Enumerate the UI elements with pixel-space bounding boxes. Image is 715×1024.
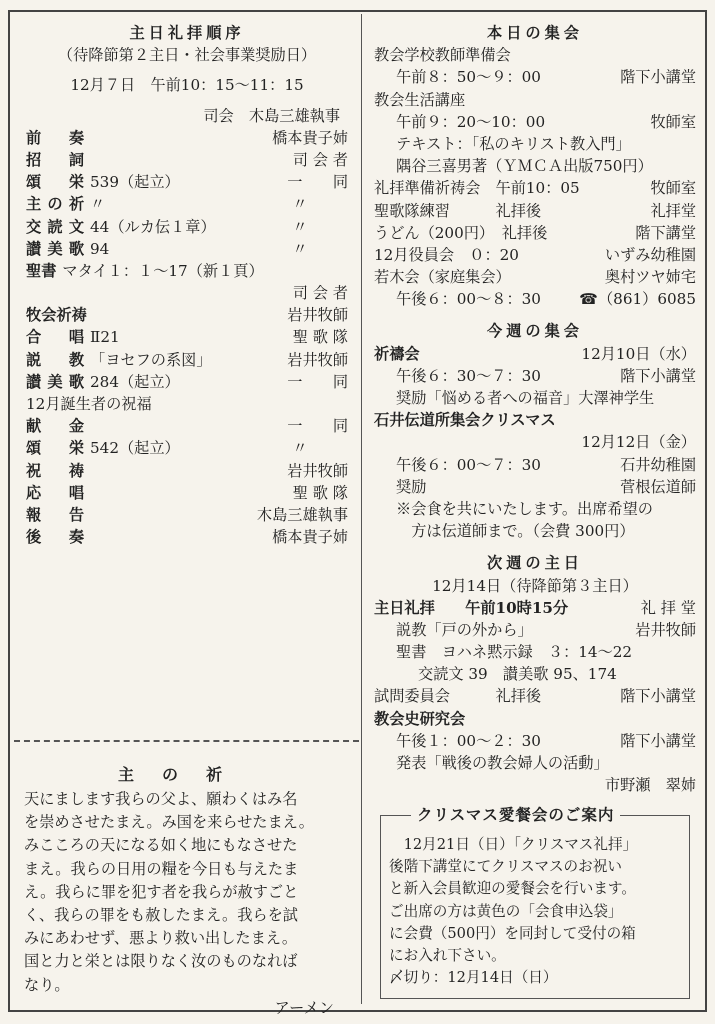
order-row (26, 127, 348, 149)
meeting-line (374, 222, 696, 244)
order-row (26, 460, 348, 482)
notice-title: クリスマス愛餐会のご案内 (411, 804, 620, 826)
meeting-text: 隅谷三喜男著（ＹＭＣＡ出版750円） (396, 157, 653, 176)
order-row (26, 349, 348, 371)
meeting-line (374, 66, 696, 88)
prayer-line: く、我らの罪をも赦したまえ。我らを試 (24, 906, 298, 925)
meeting-place: いずみ幼稚園 (604, 245, 696, 264)
order-label: 説教 (26, 350, 84, 369)
order-person: 岩井牧師 (287, 461, 348, 480)
meeting-text: 聖歌隊練習 礼拝後 (374, 201, 542, 220)
meeting-text: 奨励「悩める者への福音」大澤神学生 (396, 389, 655, 407)
order-item: マタイ１：１～17（新１頁） (62, 261, 264, 280)
meeting-line (374, 266, 696, 288)
meeting-text: 方は伝道師まで。（会費 300円） (396, 522, 635, 541)
today-list (374, 44, 696, 310)
meeting-line (374, 111, 696, 133)
meeting-line (374, 641, 696, 663)
meeting-place: 石井幼稚園 (620, 455, 696, 474)
order-person: 聖 歌 隊 (292, 328, 348, 347)
meeting-line (374, 454, 696, 476)
notice-line: 〆切り：12月14日（日） (389, 969, 558, 987)
meeting-text: 教会学校教師準備会 (374, 46, 511, 65)
meeting-line (374, 498, 696, 520)
prayer-line: 国と力と栄とは限りなく汝のものなれば (24, 952, 298, 971)
meeting-place: 階下小講堂 (620, 731, 696, 750)
notice-line: にお入れ下さい。 (389, 947, 506, 965)
order-label: 祝祷 (26, 461, 84, 480)
meeting-text: うどん（200円） 礼拝後 (374, 223, 548, 242)
meeting-place: 礼 拝 堂 (640, 598, 696, 617)
order-row (26, 393, 348, 415)
order-item: 542（起立） (90, 439, 180, 458)
meeting-text: 午前９：20～10：00 (396, 112, 546, 131)
prayer-line: なり。 (24, 975, 70, 994)
meeting-text: 聖書 ヨハネ黙示録 ３：14～22 (396, 643, 633, 662)
order-item: 〃 (90, 195, 106, 214)
order-person: 岩井牧師 (287, 350, 348, 369)
meeting-place: 12月12日（金） (581, 433, 696, 452)
notice-line: に会費（500円）を同封して受付の箱 (389, 924, 636, 942)
worship-datetime: 12月７日 午前10：15～11：15 (70, 76, 304, 95)
meeting-line (374, 200, 696, 222)
meeting-text: 若木会（家庭集会） (374, 268, 511, 287)
meeting-line (374, 288, 696, 310)
section-divider (14, 740, 359, 742)
order-label: 報告 (26, 505, 84, 524)
meeting-text: ※会食を共にいたします。出席希望の (396, 499, 653, 518)
order-person: 一 同 (287, 173, 348, 192)
meeting-place: 岩井牧師 (635, 620, 696, 639)
meeting-text: 祈禱会 (374, 344, 420, 363)
meeting-text: 午後６：30～７：30 (396, 366, 541, 385)
worship-title: 主日礼拝順序 (129, 24, 245, 42)
order-person: 〃 (292, 217, 308, 236)
order-person: 聖 歌 隊 (292, 483, 348, 502)
meeting-place: 階下講堂 (635, 223, 696, 242)
order-row (26, 193, 348, 215)
order-row (26, 216, 348, 238)
meeting-place: 市野瀬 翠姉 (604, 776, 696, 795)
order-label: 12月誕生者の祝福 (26, 395, 152, 413)
meeting-text: 礼拝準備祈祷会 午前10：05 (374, 179, 580, 198)
order-item: 539（起立） (90, 173, 180, 192)
order-row (26, 526, 348, 548)
meeting-line (374, 619, 696, 641)
meeting-line (374, 365, 696, 387)
order-row (26, 238, 348, 260)
next-week-title: 次週の主日 (487, 554, 583, 573)
order-label: 讃美歌 (26, 239, 84, 258)
order-person: 木島三雄執事 (256, 505, 348, 524)
order-item: 44（ルカ伝１章） (90, 217, 216, 236)
meeting-line (374, 44, 696, 66)
order-row (26, 282, 348, 304)
meeting-line (374, 708, 696, 730)
order-person: 橋本貴子姉 (272, 528, 348, 547)
order-row (26, 149, 348, 171)
meeting-text: 石井伝道所集会クリスマス (374, 411, 556, 430)
meeting-line (374, 89, 696, 111)
notice-line: 後階下講堂にてクリスマスのお祝い (389, 858, 622, 876)
christmas-notice-box (380, 805, 690, 999)
meeting-text: 午後１：00～２：30 (396, 731, 541, 750)
worship-order-list (26, 127, 348, 549)
meeting-line (374, 387, 696, 409)
meeting-text: 午前８：50～９：00 (396, 68, 541, 87)
prayer-line: みこころの天になる如く地にもなさせた (24, 836, 298, 855)
meeting-line (374, 343, 696, 365)
order-person: 〃 (292, 239, 308, 258)
order-item: 「ヨセフの系図」 (90, 350, 212, 369)
meeting-text: テキスト：「私のキリスト教入門」 (396, 134, 631, 153)
prayer-line: え。我らに罪を犯す者を我らが赦すごと (24, 882, 299, 901)
order-label: 招詞 (26, 150, 84, 169)
order-item: Ⅱ21 (90, 328, 120, 347)
worship-subtitle: （待降節第２主日・社会事業奨励日） (57, 46, 317, 65)
meeting-text: 奨励 (396, 477, 427, 496)
order-label: 頌栄 (26, 173, 84, 192)
notice-line: と新入会員歓迎の愛餐会を行います。 (389, 880, 636, 898)
meeting-place: 12月10日（水） (581, 344, 696, 363)
meeting-line (374, 476, 696, 498)
meeting-line (374, 409, 696, 431)
meeting-line (374, 431, 696, 453)
meeting-line (374, 155, 696, 177)
order-label: 合唱 (26, 328, 84, 347)
meeting-line (374, 177, 696, 199)
worship-presider: 司会 木島三雄執事 (203, 106, 340, 125)
meeting-line (374, 752, 696, 774)
meeting-line (374, 244, 696, 266)
meeting-line (374, 133, 696, 155)
prayer-line: みにあわせず、悪より救い出したまえ。 (24, 929, 298, 948)
order-label: 後奏 (26, 528, 84, 547)
meeting-line (374, 597, 696, 619)
meeting-text: 交読文 39 讃美歌 95、174 (418, 665, 617, 684)
order-row (26, 437, 348, 459)
today-title: 本日の集会 (487, 24, 583, 42)
order-label: 応唱 (26, 483, 84, 502)
meeting-place: 階下小講堂 (620, 366, 696, 385)
meeting-place: 菅根伝道師 (620, 477, 696, 496)
prayer-line: まえ。我らの日用の糧を今日も与えたま (24, 859, 299, 878)
meeting-text: 午後６：00～７：30 (396, 455, 541, 474)
meeting-text: 試問委員会 礼拝後 (374, 687, 542, 706)
prayer-line: を崇めさせたまえ。み国を来らせたまえ。 (24, 813, 314, 832)
order-row (26, 504, 348, 526)
meeting-text: 説教「戸の外から」 (396, 620, 533, 639)
order-person: 一 同 (287, 417, 348, 436)
order-row (26, 415, 348, 437)
order-row (26, 326, 348, 348)
meeting-text: 午後６：00～８：30 (396, 290, 541, 309)
order-person: 岩井牧師 (287, 306, 348, 325)
meeting-text: 発表「戦後の教会婦人の活動」 (396, 754, 609, 772)
this-week-title: 今週の集会 (487, 322, 583, 341)
order-label: 牧会祈祷 (26, 306, 87, 325)
meeting-text: 主日礼拝 午前10時15分 (374, 598, 569, 617)
order-label: 交読文 (26, 217, 84, 236)
order-person: 司 会 者 (292, 150, 348, 169)
order-person: 〃 (292, 195, 308, 214)
prayer-title: 主の祈 (117, 765, 250, 784)
order-row (26, 260, 348, 282)
meeting-line (374, 774, 696, 796)
notice-line: 12月21日（日）「クリスマス礼拝」 (389, 836, 638, 853)
order-row (26, 371, 348, 393)
meeting-line (374, 685, 696, 707)
meeting-text: 教会史研究会 (374, 709, 466, 728)
order-person: 〃 (292, 439, 308, 458)
order-row (26, 482, 348, 504)
meeting-place: ☎（861）6085 (579, 290, 696, 309)
this-week-list (374, 343, 696, 543)
meeting-line (374, 730, 696, 752)
meeting-line (374, 520, 696, 542)
order-item: 94 (90, 239, 110, 258)
order-person: 一 同 (287, 372, 348, 391)
prayer-line: 天にまします我らの父よ、願わくはみ名 (24, 790, 298, 808)
prayer-amen: アーメン (274, 998, 334, 1017)
meeting-place: 牧師室 (650, 179, 696, 198)
prayer-text (24, 788, 342, 1020)
meeting-place: 奥村ツヤ姉宅 (604, 268, 696, 287)
order-row (26, 304, 348, 326)
order-row (26, 171, 348, 193)
meeting-place: 牧師室 (650, 112, 696, 131)
order-item: 284（起立） (90, 372, 180, 391)
meeting-text: 教会生活講座 (374, 90, 466, 109)
next-week-date: 12月14日（待降節第３主日） (432, 576, 638, 595)
column-divider (361, 14, 362, 1004)
meeting-text: 12月役員会 ０：20 (374, 245, 519, 264)
order-label: 主の祈 (26, 195, 84, 214)
worship-order-section (26, 22, 348, 548)
meeting-place: 階下小講堂 (620, 68, 696, 87)
order-label: 献金 (26, 417, 84, 436)
order-label: 聖書 (26, 261, 57, 280)
order-person: 司 会 者 (292, 284, 348, 303)
meeting-place: 階下小講堂 (620, 687, 696, 706)
meeting-line (374, 663, 696, 685)
meeting-place: 礼拝堂 (650, 201, 696, 220)
order-label: 讃美歌 (26, 372, 84, 391)
meetings-section (374, 22, 696, 796)
order-label: 前奏 (26, 128, 84, 147)
order-person: 橋本貴子姉 (272, 128, 348, 147)
notice-line: ご出席の方は黄色の「会食申込袋」 (389, 902, 623, 920)
order-label: 頌栄 (26, 439, 84, 458)
next-week-list (374, 597, 696, 797)
